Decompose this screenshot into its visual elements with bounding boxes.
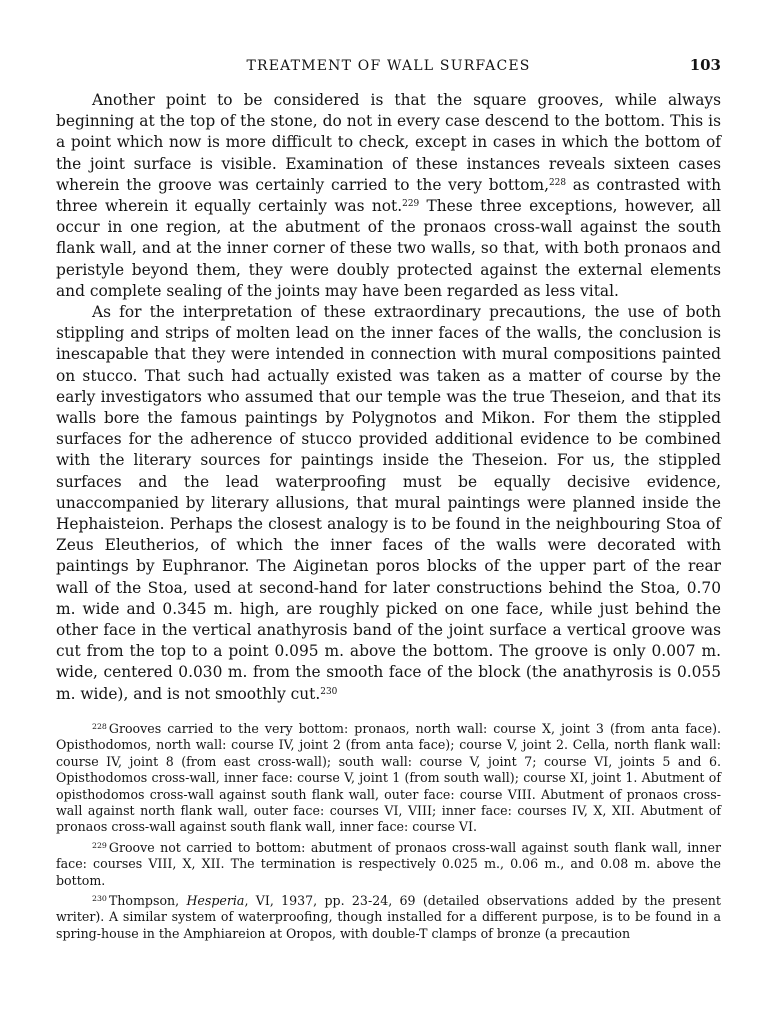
running-title: TREATMENT OF WALL SURFACES xyxy=(246,58,531,74)
paragraph-text: Another point to be considered is that the square grooves, while always beginning at the top of the stone, do not in every case descend to the bottom. This is a point which now is more difficult to check, except in cases in which the bottom of the joint surface is visible. Examination of these instances reveals sixteen cases wherein the groove was certainly carried to the very bottom, xyxy=(56,91,721,194)
footnote-number: 230 xyxy=(92,894,107,904)
paragraph-text: As for the interpretation of these extraordinary precautions, the use of both stippling and strips of molten lead on the inner faces of the walls, the conclusion is inescapable that they were intended in connection with mural compositions painted on stucco. That such had actually existed was taken as a matter of course by the early investigators who assumed that our temple was the true Theseion, and that its walls bore the famous paintings by Polygnotos and Mikon. For them the stippled surfaces for the adherence of stucco provided additional evidence to be combined with the literary sources for paintings inside the Theseion. For us, the stippled surfaces and the lead waterproofing must be equally decisive evidence, unaccompanied by literary allusions, that mural paintings were planned inside the Hephaisteion. Perhaps the closest analogy is to be found in the neighbouring Stoa of Zeus Eleutherios, of which the inner faces of the walls were decorated with paintings by Euphranor. The Aiginetan poros blocks of the upper part of the rear wall of the Stoa, used at second-hand for later constructions behind the Stoa, 0.70 m. wide and 0.345 m. high, are roughly picked on one face, while just behind the other face in the vertical anathyrosis band of the joint surface a vertical groove was cut from the top to a point 0.095 m. above the bottom. The groove is only 0.007 m. wide, centered 0.030 m. from the smooth face of the block (the anathyrosis is 0.055 m. wide), and is not smoothly cut. xyxy=(56,303,721,703)
footnote-230 xyxy=(56,893,721,942)
footnote-ref-230[interactable]: 230 xyxy=(320,686,338,697)
footnote-228 xyxy=(56,721,721,836)
footnote-ref-228[interactable]: 228 xyxy=(548,177,567,188)
footnote-number: 229 xyxy=(92,840,107,850)
running-header xyxy=(56,56,721,80)
paragraph-interpretation xyxy=(56,302,721,705)
footnote-text: Grooves carried to the very bottom: pronaos, north wall: course X, joint 3 (from anta face). Opisthodomos, north wall: course IV, joint 2 (from anta face); course V, joint 2. Cella, north flank wall: course IV, joint 8 (from east cross-wall); south wall: course V, joint 7; course VI, joints 5 and 6. Opisthodomos cross-wall, inner face: course V, joint 1 (from south wall); course XI, joint 1. Abutment of opisthodomos cross-wall against south flank wall, outer face: course VIII. Abutment of pronaos cross-wall against north flank wall, outer face: courses VI, VIII; inner face: courses IV, X, XII. Abutment of pronaos cross-wall against south flank wall, inner face: course VI. xyxy=(56,720,721,835)
footnote-number: 228 xyxy=(92,722,107,731)
paragraph-text: as contrasted with three wherein it equally certainly was not. xyxy=(56,175,721,216)
footnote-229 xyxy=(56,840,721,889)
body-text xyxy=(56,90,721,705)
footnote-text: , VI, 1937, pp. 23-24, 69 (detailed observations added by the present writer). A similar system of waterproofing, though installed for a different purpose, is to be found in a spring-house in the Amphiareion at Oropos, with double-T clamps of bronze (a precaution xyxy=(56,892,721,941)
page-number: 103 xyxy=(689,56,721,74)
paragraph-text: These three exceptions, however, all occur in one region, at the abutment of the pronaos cross-wall against the south flank wall, and at the inner corner of these two walls, so that, with both pronaos and peristyle beyond them, they were doubly protected against the external elements and complete sealing of the joints may have been regarded as less vital. xyxy=(56,197,721,300)
page xyxy=(56,56,721,946)
paragraph-grooves xyxy=(56,90,721,302)
footnote-text: Groove not carried to bottom: abutment of pronaos cross-wall against south flank wall, inner face: courses VIII, X, XII. The termination is respectively 0.025 m., 0.06 m., and 0.08 m. above the bottom. xyxy=(56,839,721,888)
footnotes xyxy=(56,721,721,942)
journal-title: Hesperia xyxy=(186,892,245,908)
footnote-author: Thompson, xyxy=(108,892,187,908)
footnote-ref-229[interactable]: 229 xyxy=(402,199,420,210)
